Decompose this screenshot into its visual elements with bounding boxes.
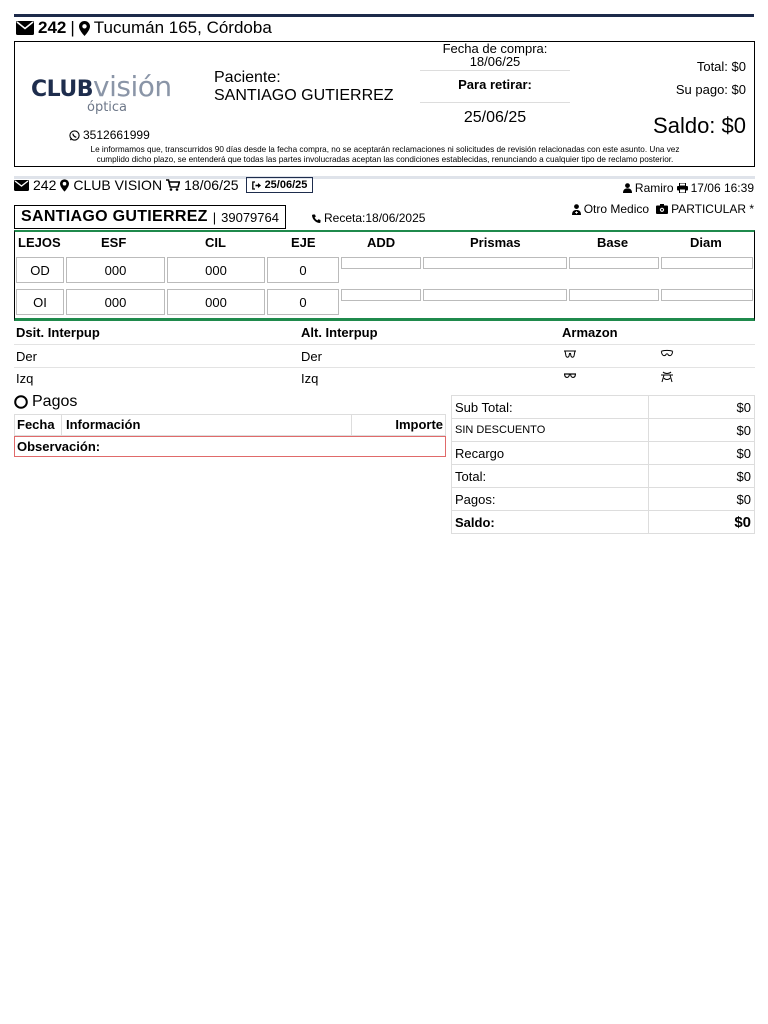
patient-name-box: [14, 205, 286, 229]
logo-vision-text: visión: [93, 70, 172, 103]
medico-text: Otro Medico: [583, 202, 650, 216]
whatsapp-icon: [69, 130, 80, 141]
header-line: [16, 18, 272, 38]
payments-table-header: [14, 414, 446, 436]
totals-row: [452, 396, 755, 419]
disclaimer-line-2: cumplido dicho plazo, se entenderá que todas las partes involucradas aceptan las condiciones establecidas, renunciando a cualquier tipo de reclamo posterior.: [96, 154, 674, 164]
alt-interpup-label: Alt. Interpup: [301, 325, 378, 340]
rx-header-eje: EJE: [291, 235, 316, 250]
armazon-label: Armazon: [562, 325, 618, 340]
measure-divider: [14, 367, 755, 368]
glasses-icon[interactable]: [563, 349, 577, 360]
rx-od-diam[interactable]: [661, 257, 753, 269]
medico-coverage-line: [572, 202, 754, 216]
cart-icon: [166, 179, 180, 191]
user-md-icon: [572, 204, 581, 215]
printed-timestamp: 17/06 16:39: [690, 181, 754, 195]
surcharge-value: $0: [649, 442, 755, 465]
surcharge-label: Recargo: [452, 442, 649, 465]
rx-oi-eje[interactable]: 0: [267, 289, 339, 315]
pickup-divider: [420, 102, 570, 103]
order-store: CLUB VISION: [73, 177, 163, 193]
logo-optica-text: óptica: [87, 100, 128, 115]
rx-oi-eye: OI: [16, 289, 64, 315]
rx-oi-add[interactable]: [341, 289, 421, 301]
pay-col-divider: [351, 415, 352, 435]
receipt-paid: Su pago: $0: [675, 82, 746, 97]
receta-text: Receta:18/06/2025: [324, 211, 426, 225]
rx-header-esf: ESF: [101, 235, 127, 250]
patient-name: SANTIAGO GUTIERREZ: [214, 87, 394, 104]
pickup-badge[interactable]: [246, 177, 314, 193]
dist-interpup-label: Dsit. Interpup: [16, 325, 100, 340]
rx-header-prismas: Prismas: [470, 235, 521, 250]
dist-izq-label: Izq: [16, 371, 34, 386]
patient-name-bold: SANTIAGO GUTIERREZ: [21, 208, 208, 225]
subtotal-label: Sub Total:: [452, 396, 649, 419]
dist-der-label: Der: [16, 349, 37, 364]
order-line: [14, 177, 313, 193]
rx-od-esf[interactable]: 000: [66, 257, 165, 283]
alt-der-label: Der: [301, 349, 322, 364]
payments-value: $0: [649, 488, 755, 511]
prescription-table: [14, 230, 755, 321]
pay-col-importe: Importe: [395, 417, 443, 432]
top-divider: [14, 14, 754, 17]
rx-oi-cil[interactable]: 000: [167, 289, 265, 315]
discount-value: $0: [649, 419, 755, 442]
pagos-title: [14, 393, 77, 411]
map-marker-icon: [60, 179, 69, 192]
pay-col-info: Información: [66, 417, 141, 432]
discount-label: SIN DESCUENTO: [452, 419, 649, 442]
observation-label: Observación:: [17, 439, 101, 454]
pickup-badge-date: 25/06/25: [264, 179, 308, 191]
rx-oi-prismas[interactable]: [423, 289, 567, 301]
rx-header-base: Base: [597, 235, 629, 250]
map-marker-icon: [79, 21, 90, 36]
receipt-patient: [214, 69, 394, 105]
observation-field[interactable]: [14, 436, 446, 457]
rx-od-prismas[interactable]: [423, 257, 567, 269]
pagos-title-text: Pagos: [32, 393, 78, 410]
receipt-box: [14, 41, 755, 167]
pickup-label: Para retirar:: [458, 77, 532, 92]
rx-od-add[interactable]: [341, 257, 421, 269]
order-date: 18/06/25: [184, 177, 239, 193]
receipt-balance: Saldo: $0: [653, 113, 746, 138]
clubvision-logo: [31, 70, 172, 115]
phone-icon: [312, 214, 321, 223]
balance-label: Saldo:: [452, 511, 649, 534]
pay-col-fecha: Fecha: [17, 417, 55, 432]
totals-row: [452, 465, 755, 488]
alt-izq-label: Izq: [301, 371, 319, 386]
totals-row: [452, 442, 755, 465]
logo-club-text: CLUB: [31, 77, 94, 102]
measure-divider: [14, 344, 755, 345]
balance-value: $0: [649, 511, 755, 534]
total-value: $0: [649, 465, 755, 488]
rx-oi-base[interactable]: [569, 289, 659, 301]
rx-od-cil[interactable]: 000: [167, 257, 265, 283]
rx-oi-diam[interactable]: [661, 289, 753, 301]
receipt-total: Total: $0: [696, 59, 746, 74]
pickup-date-value: 25/06/25: [463, 109, 527, 126]
totals-row: [452, 488, 755, 511]
rx-header-lejos: LEJOS: [18, 235, 61, 250]
patient-dni: 39079764: [221, 209, 279, 225]
pay-col-divider: [61, 415, 62, 435]
header-separator: |: [70, 18, 75, 37]
rx-oi-esf[interactable]: 000: [66, 289, 165, 315]
subtotal-value: $0: [649, 396, 755, 419]
patient-separator: |: [212, 209, 217, 225]
rx-od-eje[interactable]: 0: [267, 257, 339, 283]
rx-od-base[interactable]: [569, 257, 659, 269]
totals-row: [452, 419, 755, 442]
rx-od-eye: OD: [16, 257, 64, 283]
payments-label: Pagos:: [452, 488, 649, 511]
totals-table: [451, 395, 755, 534]
total-label: Total:: [452, 465, 649, 488]
totals-row: [452, 511, 755, 534]
purchase-date-label: Fecha de compra:: [442, 41, 548, 56]
rx-header-diam: Diam: [690, 235, 722, 250]
disclaimer: [19, 145, 751, 164]
envelope-icon: [16, 21, 34, 35]
user-print-line: [623, 181, 754, 195]
glasses-icon[interactable]: [660, 349, 674, 360]
id-card-icon: [656, 204, 668, 214]
user-icon: [623, 183, 632, 193]
circle-icon: [14, 395, 28, 409]
purchase-date-value: 18/06/25: [469, 54, 521, 69]
purchase-date-block: [420, 42, 570, 71]
coverage-text: PARTICULAR *: [671, 202, 754, 216]
glasses-icon[interactable]: [660, 371, 674, 383]
envelope-icon: [14, 180, 29, 191]
user-name: Ramiro: [634, 181, 674, 195]
rx-header-cil: CIL: [205, 235, 226, 250]
glasses-icon[interactable]: [563, 371, 577, 382]
patient-label: Paciente:: [214, 69, 281, 86]
order-number: 242: [33, 177, 57, 193]
print-icon[interactable]: [677, 183, 688, 193]
phone-text: 3512661999: [83, 128, 150, 142]
receta-date: [312, 211, 425, 225]
store-phone: [69, 128, 150, 142]
rx-header-add: ADD: [367, 235, 396, 250]
sign-out-icon: [252, 181, 262, 190]
disclaimer-line-1: Le informamos que, transcurridos 90 días desde la fecha compra, no se aceptarán reclamaciones ni solicitudes de revisión relacionadas con este asunto. Una vez: [90, 145, 680, 154]
header-order-number: 242: [38, 18, 67, 37]
header-address: Tucumán 165, Córdoba: [93, 18, 272, 37]
